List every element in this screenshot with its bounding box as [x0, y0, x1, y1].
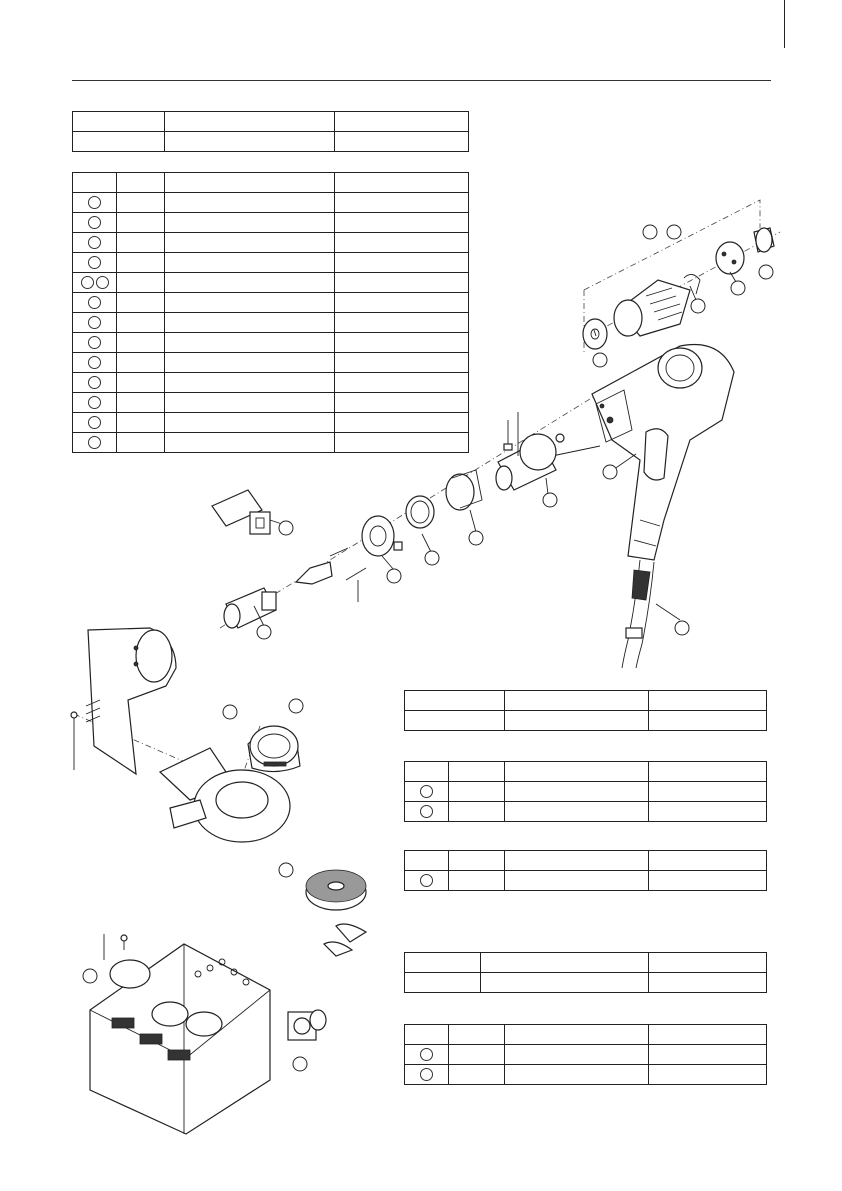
callout-marker — [223, 705, 237, 719]
callout-marker — [425, 551, 439, 565]
heater-sleeve-part — [614, 280, 690, 336]
callout-marker — [593, 353, 607, 367]
nozzle-holder-part — [362, 516, 402, 556]
callout-marker — [289, 699, 303, 713]
callout-marker — [667, 225, 681, 239]
ring-part — [406, 496, 434, 528]
callout-marker — [643, 225, 657, 239]
holder-part — [716, 242, 744, 274]
nozzle-tube-part-2 — [212, 490, 270, 534]
callout-marker — [279, 521, 293, 535]
callout-marker — [469, 531, 483, 545]
callout-marker — [387, 569, 401, 583]
screw-part — [504, 420, 512, 450]
callout-marker — [293, 1057, 307, 1071]
workstation-base — [90, 934, 270, 1134]
callout-marker — [543, 493, 557, 507]
nozzle-part — [296, 548, 366, 602]
callout-marker — [279, 863, 293, 877]
cleaning-pot-part — [248, 726, 300, 772]
callout-marker — [731, 281, 745, 295]
handpiece-body — [592, 344, 734, 560]
assembly-guide-line — [220, 368, 640, 628]
cleaning-sponge-part — [306, 870, 366, 956]
nozzle-tube-part — [224, 588, 276, 628]
callout-marker — [675, 621, 689, 635]
callout-marker — [759, 265, 773, 279]
callout-marker — [603, 465, 617, 479]
callout-marker — [691, 299, 705, 313]
heater-element-part — [496, 412, 600, 490]
callout-marker — [257, 625, 271, 639]
assembly-guide-line — [584, 200, 760, 352]
receptacle-part — [288, 1010, 326, 1040]
cap-part — [754, 228, 774, 252]
nozzle-collar-part — [446, 470, 482, 510]
callout-marker — [83, 969, 97, 983]
cord-part — [622, 560, 654, 668]
